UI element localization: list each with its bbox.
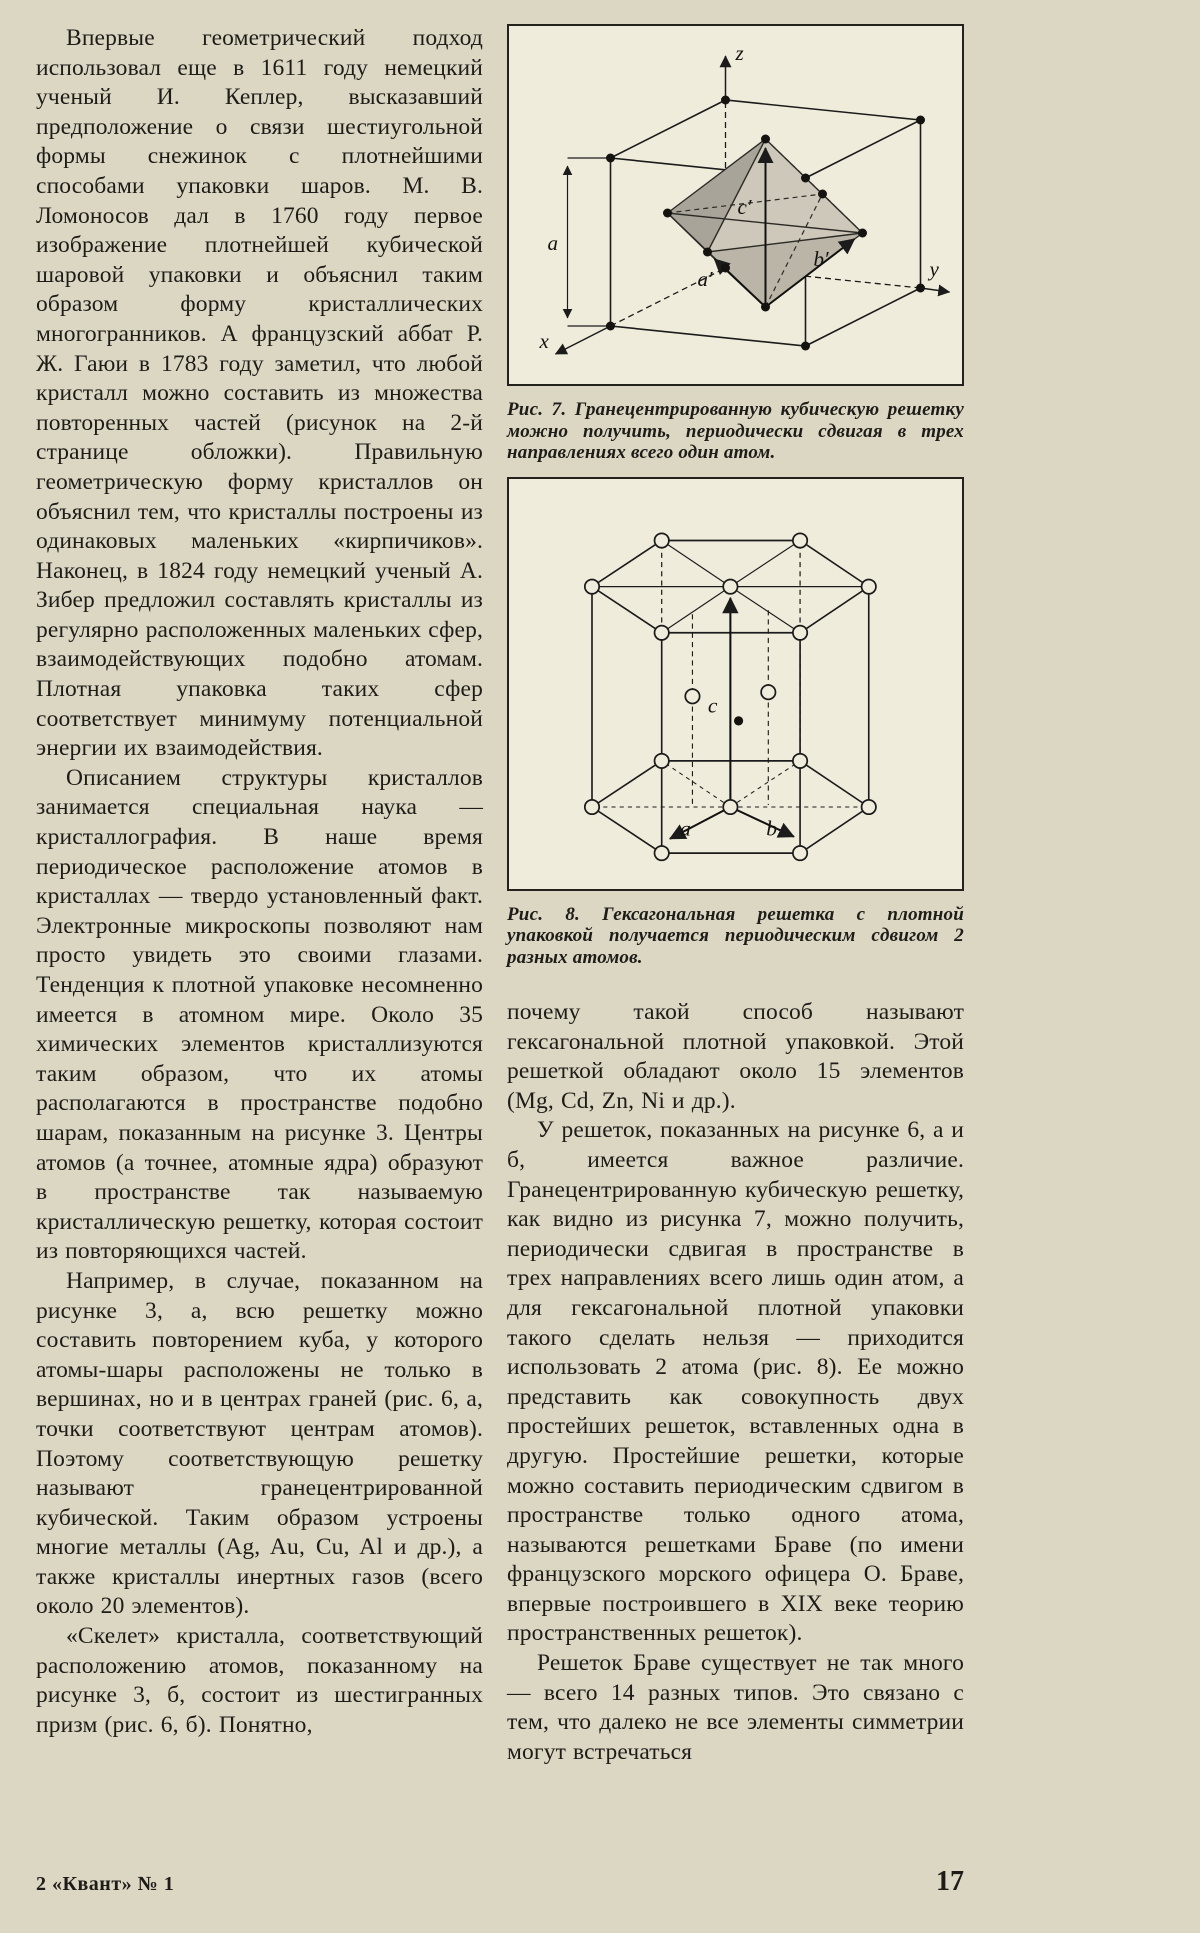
label-b-prime: b′ — [813, 247, 829, 271]
right-text-column — [507, 998, 964, 1767]
basis-atom-dot — [734, 716, 743, 725]
left-text-column — [36, 24, 483, 1740]
figure-8-frame — [507, 477, 964, 891]
paragraph: Впервые геометрический подход использовал еще в 1611 году немецкий ученый И. Кеплер, высказавший предположение о связи шестиугольной формы снежинок с плотнейшими способами упаковки шаров. М. В. Ломоносов дал в 1760 году первое изображение плотнейшей кубической шаровой упаковки и объяснил таким образом форму кристаллических многогранников. А французский аббат Р. Ж. Гаюи в 1783 году заметил, что любой кристалл можно составить из множества повторенных частей (рисунок на 2-й странице обложки). Правильную геометрическую форму кристаллов он объяснил тем, что кристаллы построены из одинаковых маленьких «кирпичиков». Наконец, в 1824 году немецкий ученый А. Зибер предложил составлять кристаллы из регулярно расположенных маленьких сфер, взаимодействующих подобно атомам. Плотная упаковка таких сфер соответствует минимуму потенциальной энергии их взаимодействия. — [36, 25, 483, 762]
figure-8-caption: Рис. 8. Гексагональная решетка с плотной упаковкой получается периодическим сдвигом 2 разных атомов. — [507, 903, 964, 968]
right-column — [507, 24, 964, 1767]
axis-x — [556, 326, 611, 354]
paragraph: Решеток Браве существует не так много — всего 14 разных типов. Это связано с тем, что далеко не все элементы симметрии могут встречаться — [507, 1650, 964, 1765]
paragraph: почему такой способ называют гексагональной плотной упаковкой. Этой решеткой обладают около 15 элементов (Mg, Cd, Zn, Ni и др.). — [507, 999, 964, 1114]
label-c-prime: c′ — [737, 195, 752, 219]
label-a: a — [680, 816, 691, 841]
paragraph: Описанием структуры кристаллов занимается специальная наука — кристаллография. В наше время периодическое расположение атомов в кристаллах — твердо установленный факт. Электронные микроскопы позволяют нам просто увидеть это своими глазами. Тенденция к плотной упаковке несомненно имеется в атомном мире. Около 35 химических элементов кристаллизуются таким образом, что их атомы располагаются в пространстве подобно шарам, показанным на рисунке 3. Центры атомов (а точнее, атомные ядра) образуют в пространстве так называемую кристаллическую решетку, которая состоит из повторяющихся частей. — [36, 764, 483, 1265]
paragraph: «Скелет» кристалла, соответствующий расположению атомов, показанному на рисунке 3, б, состоит из шестигранных призм (рис. 6, б). Понятно, — [36, 1623, 483, 1738]
dimension-a — [568, 158, 608, 326]
figure-8-hcp-lattice-diagram — [509, 479, 962, 889]
label-y: y — [929, 257, 939, 281]
paragraph: Например, в случае, показанном на рисунке 3, а, всю решетку можно составить повторением куба, у которого атомы-шары расположены не только в вершинах, но и в центрах граней (рис. 6, а, точки соответствуют центрам атомов). Поэтому соответствующую решетку называют гранецентрированной кубической. Таким образом устроены многие металлы (Ag, Au, Cu, Al и др.), а также кристаллы инертных газов (всего около 20 элементов). — [36, 1267, 483, 1620]
page-footer — [36, 1866, 964, 1898]
figure-7-caption: Рис. 7. Гранецентрированную кубическую решетку можно получить, периодически сдвигая в трех направлениях всего один атом. — [507, 399, 964, 463]
journal-signature: 2 «Квант» № 1 — [36, 1873, 175, 1895]
vector-a — [670, 807, 730, 839]
label-a-prime: a′ — [697, 267, 713, 291]
figure-7-frame — [507, 24, 964, 386]
label-b: b — [766, 816, 778, 841]
label-a: a — [547, 231, 558, 255]
label-z: z — [735, 41, 744, 65]
figure-7-fcc-lattice-diagram — [509, 26, 962, 384]
label-x: x — [539, 329, 549, 353]
vector-b — [730, 807, 794, 837]
page-number: 17 — [936, 1866, 964, 1897]
paragraph: У решеток, показанных на рисунке 6, а и б, имеется важное различие. Гранецентрированную кубическую решетку, как видно из рисунка 7, можно получить, периодически сдвигая в пространстве в трех направлениях всего лишь один атом, а для гексагональной плотной упаковки такого сделать нельзя — приходится использовать 2 атома (рис. 8). Ее можно представить как совокупность двух простейших решеток, вставленных одна в другую. Простейшие решетки, которые можно составить периодическим сдвигом в пространстве только одного атома, называются решетками Браве (по имени французского морского офицера О. Браве, впервые построившего в XIX веке теорию пространственных решеток). — [507, 1117, 964, 1647]
label-c: c — [707, 693, 718, 718]
